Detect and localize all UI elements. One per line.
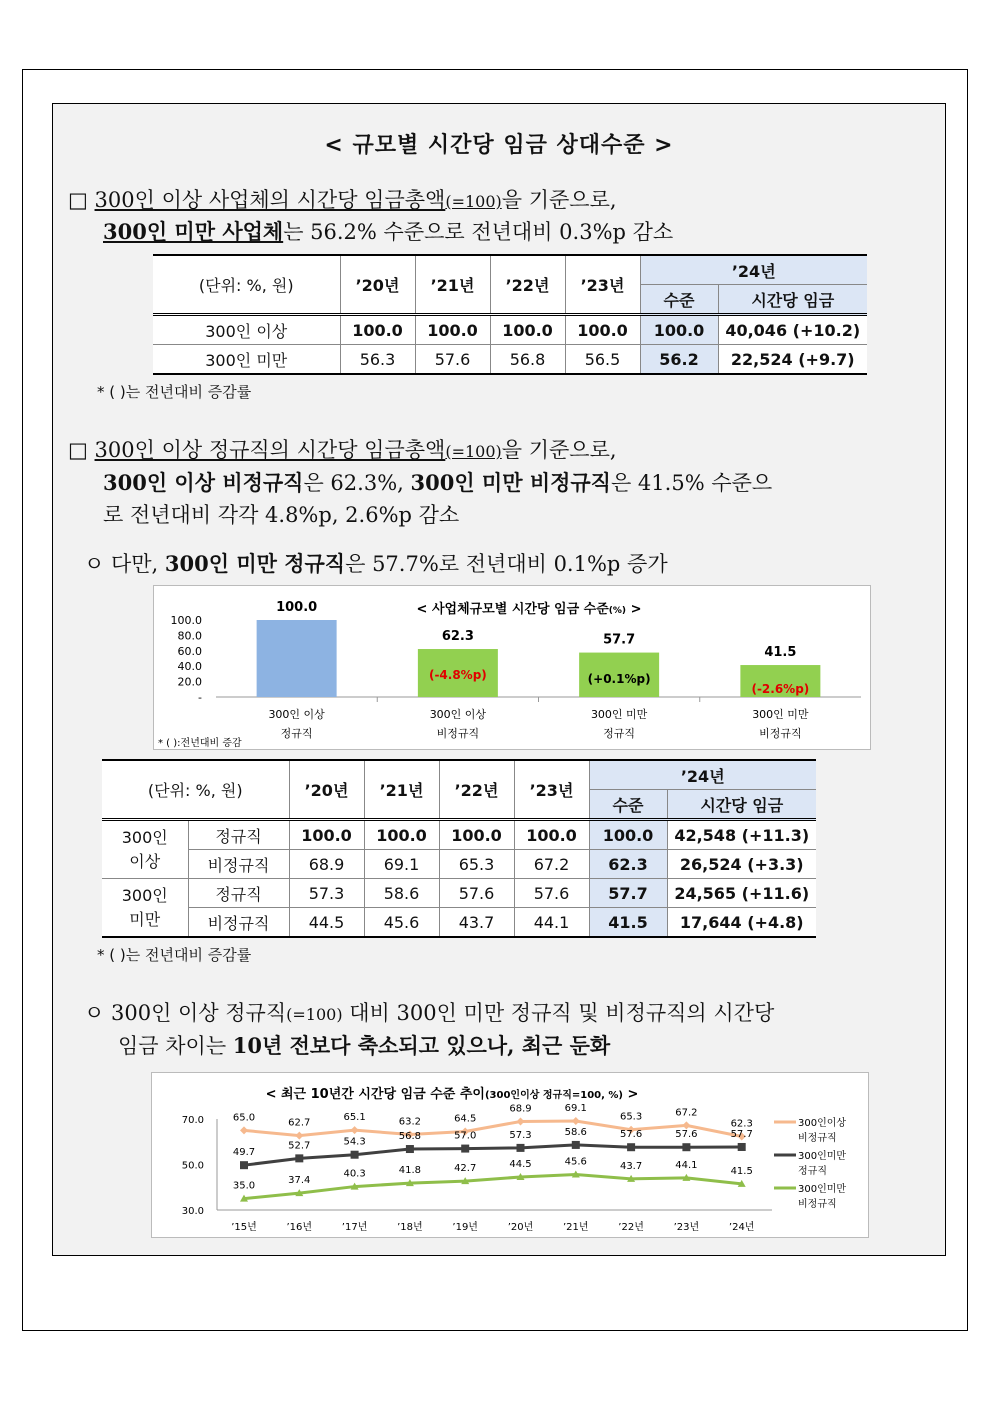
- line-series: [244, 1121, 742, 1136]
- line-data-label: 57.7: [730, 1128, 753, 1140]
- table2-year: ’21년: [364, 760, 439, 820]
- bar-chart-panel: [153, 585, 871, 750]
- line-x-tick: ’15년: [231, 1222, 257, 1233]
- line-point: [517, 1144, 525, 1152]
- section3-line1: [84, 997, 927, 1031]
- line-data-label: 42.7: [454, 1163, 477, 1175]
- section1-bullet: □: [68, 188, 88, 212]
- table2-type: 비정규직: [188, 850, 289, 879]
- line-point: [240, 1161, 248, 1169]
- bar-y-tick: 20.0: [177, 675, 202, 689]
- table2-year: ’22년: [439, 760, 514, 820]
- bar-category-label: 300인 미만: [752, 708, 809, 721]
- line-legend-label: 300인미만: [798, 1184, 847, 1195]
- table2-note: * ( )는 전년대비 증감률: [97, 946, 252, 964]
- section1-line2-tail: 는 56.2% 수준으로 전년대비 0.3%p 감소: [283, 220, 674, 244]
- line-chart-title-unit: (300인이상 정규직=100, %): [484, 1090, 623, 1101]
- line-legend-label: 비정규직: [798, 1133, 837, 1144]
- bar-value-label: 57.7: [603, 632, 636, 648]
- section2-line2: [103, 467, 927, 499]
- bar-y-tick: 60.0: [177, 644, 202, 658]
- line-legend-label: 300인이상: [798, 1118, 847, 1129]
- bar-value-label: 41.5: [764, 645, 797, 661]
- line-data-label: 62.7: [288, 1117, 311, 1129]
- section1-subject: 300인 이상 사업체의 시간당 임금총액: [94, 188, 446, 212]
- line-point: [351, 1151, 359, 1159]
- table-cell: 69.1: [364, 850, 439, 879]
- line-data-label: 44.5: [509, 1159, 532, 1171]
- line-legend-label: 비정규직: [798, 1199, 837, 1210]
- bar-change-label: (+0.1%p): [587, 671, 651, 686]
- line-point: [517, 1118, 525, 1126]
- table-cell: 62.3: [589, 850, 667, 879]
- table2-group-label: [102, 820, 188, 879]
- table2-group-label-a: 300인: [121, 827, 168, 847]
- table-cell: 44.5: [289, 908, 364, 938]
- table-cell: 56.2: [640, 345, 718, 375]
- bar-change-label: (-2.6%p): [751, 682, 810, 697]
- line-data-label: 49.7: [232, 1147, 256, 1159]
- table1-note: * ( )는 전년대비 증감률: [97, 383, 252, 401]
- line-point: [738, 1143, 746, 1151]
- line-data-label: 64.5: [454, 1113, 477, 1125]
- line-series: [244, 1175, 742, 1199]
- table2-group-label-b: 이상: [129, 851, 161, 871]
- section2-sub: [84, 548, 668, 580]
- line-data-label: 35.0: [232, 1180, 256, 1192]
- line-point: [295, 1132, 303, 1140]
- section2-subject: 300인 이상 정규직의 시간당 임금총액: [94, 438, 446, 462]
- bar-chart-note: * ( ):전년대비 증감: [158, 738, 242, 749]
- table-cell: 40,046 (+10.2): [718, 315, 867, 345]
- table1-year: ’23년: [565, 255, 640, 315]
- table-cell: 56.5: [565, 345, 640, 375]
- line-point: [572, 1117, 580, 1125]
- line-chart-title: [266, 1086, 639, 1102]
- table1-year: ’22년: [490, 255, 565, 315]
- section2-highlight2: 300인 미만 비정규직: [410, 470, 611, 495]
- table-cell: 65.3: [439, 850, 514, 879]
- bar-chart-title-unit: (%): [608, 606, 627, 616]
- table-cell: 100.0: [289, 820, 364, 850]
- section2-sub-text: 은 57.7%로 전년대비 0.1%p 증가: [345, 552, 668, 576]
- section2-tail: 을 기준으로,: [501, 438, 617, 462]
- table-cell: 56.8: [490, 345, 565, 375]
- line-data-label: 57.6: [675, 1129, 698, 1141]
- line-legend-label: 정규직: [798, 1166, 827, 1177]
- table1-level-header: 수준: [640, 285, 718, 315]
- table-row: [102, 850, 816, 879]
- bar-chart-title-text: < 사업체규모별 시간당 임금 수준: [416, 602, 609, 617]
- table-cell: 45.6: [364, 908, 439, 938]
- table-cell: 100.0: [415, 315, 490, 345]
- section2-base: (=100): [445, 442, 502, 461]
- line-x-tick: ’19년: [452, 1222, 478, 1233]
- line-data-label: 58.6: [564, 1126, 587, 1138]
- line-data-label: 65.0: [232, 1112, 256, 1124]
- table-cell: 56.3: [340, 345, 415, 375]
- table-row: [102, 908, 816, 938]
- line-x-tick: ’16년: [286, 1222, 313, 1233]
- line-series: [244, 1145, 742, 1165]
- table-cell: 100.0: [514, 820, 589, 850]
- table2-type: 비정규직: [188, 908, 289, 938]
- line-data-label: 67.2: [675, 1107, 698, 1119]
- table2-unit: (단위: %, 원): [102, 760, 289, 820]
- table2-level-header: 수준: [589, 790, 667, 820]
- table1-unit: (단위: %, 원): [153, 255, 340, 315]
- table2-group-label-a: 300인: [121, 885, 168, 905]
- section1-line2: [103, 216, 673, 248]
- section2-text: 은 41.5% 수준으: [610, 471, 773, 495]
- line-point: [351, 1126, 359, 1134]
- line-data-label: 52.7: [288, 1140, 311, 1152]
- table-cell: 100.0: [640, 315, 718, 345]
- table-row: [102, 879, 816, 908]
- bar-category-label: 300인 이상: [429, 708, 487, 721]
- section3-base: (=100): [286, 1005, 343, 1024]
- line-point: [295, 1154, 303, 1162]
- line-data-label: 45.6: [564, 1156, 587, 1168]
- table2-wage-header: 시간당 임금: [667, 790, 816, 820]
- section3-bullet: ㅇ: [84, 1001, 105, 1025]
- bar-category-label: 정규직: [603, 727, 636, 740]
- table-cell: 100.0: [490, 315, 565, 345]
- table-cell: 57.7: [589, 879, 667, 908]
- table1-wage-header: 시간당 임금: [718, 285, 867, 315]
- line-data-label: 43.7: [619, 1160, 643, 1172]
- line-data-label: 62.3: [730, 1118, 753, 1130]
- bar-value-label: 62.3: [441, 629, 474, 645]
- table-cell: 41.5: [589, 908, 667, 938]
- section3-highlight: 10년 전보다 축소되고 있으나, 최근 둔화: [232, 1033, 611, 1058]
- bar-category-label: 비정규직: [436, 727, 480, 740]
- table2-year: ’20년: [289, 760, 364, 820]
- table-cell: 100.0: [340, 315, 415, 345]
- line-x-tick: ’21년: [563, 1222, 589, 1233]
- bar-y-tick: 80.0: [177, 629, 202, 643]
- line-y-tick: 30.0: [181, 1206, 204, 1217]
- bar-value-label: 100.0: [276, 600, 318, 615]
- table-row: [153, 345, 867, 375]
- table-cell: 42,548 (+11.3): [667, 820, 816, 850]
- line-data-label: 40.3: [343, 1168, 366, 1180]
- bar-change-label: (-4.8%p): [428, 668, 487, 683]
- table-row: [102, 820, 816, 850]
- table1-year24: ’24년: [640, 255, 867, 285]
- line-data-label: 57.6: [619, 1129, 643, 1141]
- table1-row-label: 300인 이상: [153, 315, 340, 345]
- table-row: [153, 315, 867, 345]
- line-x-tick: ’17년: [341, 1222, 368, 1233]
- section1-base: (=100): [445, 192, 502, 211]
- line-point: [240, 1126, 248, 1134]
- table1-year: ’21년: [415, 255, 490, 315]
- bar-y-tick: 100.0: [170, 614, 202, 627]
- line-point: [682, 1143, 690, 1151]
- line-chart-title-text: < 최근 10년간 시간당 임금 수준 추이: [265, 1087, 485, 1102]
- bar-chart-title: [417, 601, 642, 617]
- section3-text: 대비 300인 미만 정규직 및 비정규직의 시간당: [342, 1001, 775, 1025]
- page-title: < 규모별 시간당 임금 상대수준 >: [324, 133, 674, 158]
- table-cell: 57.6: [514, 879, 589, 908]
- line-data-label: 69.1: [564, 1103, 587, 1115]
- table2-group-label: [102, 879, 188, 938]
- table-cell: 44.1: [514, 908, 589, 938]
- bar-category-label: 비정규직: [759, 727, 802, 740]
- table-cell: 57.6: [415, 345, 490, 375]
- table2-type: 정규직: [188, 879, 289, 908]
- table2-group-label-b: 미만: [129, 909, 161, 929]
- table-cell: 57.3: [289, 879, 364, 908]
- table-cell: 100.0: [364, 820, 439, 850]
- line-chart-title-end: >: [623, 1087, 639, 1102]
- line-data-label: 65.3: [619, 1111, 643, 1123]
- line-point: [406, 1145, 414, 1153]
- table-cell: 24,565 (+11.6): [667, 879, 816, 908]
- section2-text: 은 62.3%,: [303, 471, 411, 495]
- section1-line1: [68, 184, 617, 218]
- line-x-tick: ’23년: [673, 1222, 700, 1233]
- line-point: [682, 1121, 690, 1129]
- line-data-label: 57.3: [509, 1129, 532, 1141]
- line-x-tick: ’20년: [507, 1222, 534, 1233]
- table2: [102, 759, 816, 938]
- section2-sub-bullet: ㅇ: [84, 552, 105, 576]
- line-data-label: 54.3: [343, 1136, 366, 1148]
- line-data-label: 68.9: [509, 1103, 532, 1115]
- line-data-label: 41.8: [398, 1165, 422, 1177]
- line-data-label: 57.0: [454, 1130, 477, 1142]
- table-cell: 67.2: [514, 850, 589, 879]
- line-point: [461, 1145, 469, 1153]
- line-data-label: 56.8: [398, 1131, 422, 1143]
- section2-sub-text: 다만,: [110, 552, 165, 576]
- bar: [257, 620, 337, 697]
- line-x-tick: ’18년: [397, 1222, 423, 1233]
- section1-highlight: 300인 미만 사업체: [103, 219, 284, 244]
- bar-chart: [154, 586, 870, 749]
- table-cell: 57.6: [439, 879, 514, 908]
- line-data-label: 44.1: [675, 1159, 698, 1171]
- section3-line2: [118, 1030, 610, 1062]
- table-cell: 68.9: [289, 850, 364, 879]
- table-cell: 17,644 (+4.8): [667, 908, 816, 938]
- line-x-tick: ’24년: [728, 1222, 755, 1233]
- table1-row-label: 300인 미만: [153, 345, 340, 375]
- line-data-label: 65.1: [343, 1112, 366, 1124]
- bar-category-label: 정규직: [280, 727, 313, 740]
- line-chart-panel: [151, 1072, 869, 1238]
- line-chart: [152, 1073, 868, 1237]
- table1-year: ’20년: [340, 255, 415, 315]
- section2-line3: 로 전년대비 각각 4.8%p, 2.6%p 감소: [103, 503, 460, 527]
- line-y-tick: 70.0: [181, 1115, 204, 1126]
- table-cell: 22,524 (+9.7): [718, 345, 867, 375]
- line-legend-label: 300인미만: [798, 1151, 847, 1162]
- bar-category-label: 300인 이상: [268, 708, 325, 721]
- line-data-label: 37.4: [288, 1175, 311, 1187]
- line-y-tick: 50.0: [181, 1160, 204, 1172]
- table-cell: 100.0: [565, 315, 640, 345]
- table1: [153, 254, 867, 375]
- line-point: [627, 1143, 635, 1151]
- table-cell: 100.0: [589, 820, 667, 850]
- table-cell: 43.7: [439, 908, 514, 938]
- section2-line1: [68, 434, 617, 468]
- bar-y-tick: -: [198, 691, 202, 704]
- line-data-label: 41.5: [730, 1165, 753, 1177]
- section2-highlight1: 300인 이상 비정규직: [103, 470, 304, 495]
- table2-type: 정규직: [188, 820, 289, 850]
- table-cell: 100.0: [439, 820, 514, 850]
- table2-year24: ’24년: [589, 760, 816, 790]
- line-point: [572, 1141, 580, 1149]
- line-x-tick: ’22년: [618, 1222, 644, 1233]
- table-cell: 58.6: [364, 879, 439, 908]
- table2-year: ’23년: [514, 760, 589, 820]
- bar-chart-title-end: >: [626, 602, 642, 617]
- table-cell: 26,524 (+3.3): [667, 850, 816, 879]
- line-data-label: 63.2: [398, 1116, 422, 1128]
- section3-text: 300인 이상 정규직: [110, 1001, 287, 1025]
- section2-sub-highlight: 300인 미만 정규직: [164, 551, 346, 576]
- bar-category-label: 300인 미만: [590, 708, 648, 721]
- section3-text: 임금 차이는: [118, 1034, 233, 1058]
- bar-y-tick: 40.0: [177, 660, 202, 674]
- section1-tail: 을 기준으로,: [501, 188, 617, 212]
- section2-bullet: □: [68, 438, 88, 462]
